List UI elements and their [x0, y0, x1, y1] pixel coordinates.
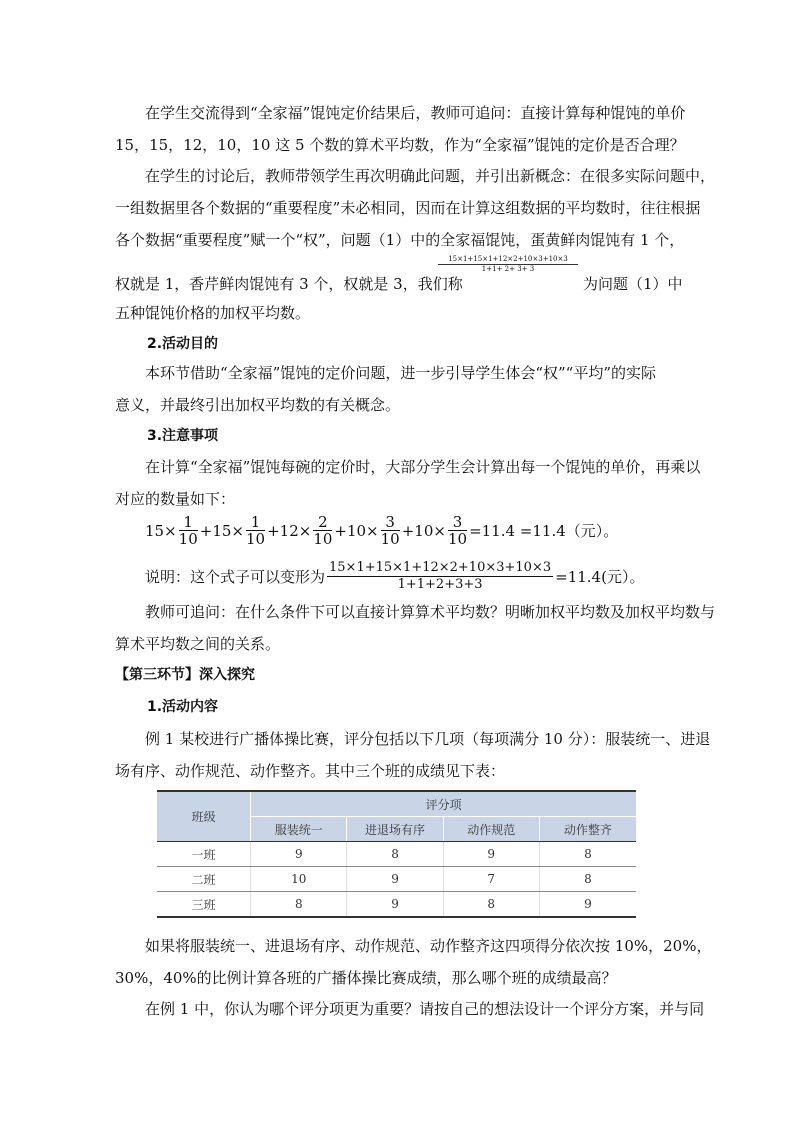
inline-weighted-fraction [438, 255, 578, 274]
fraction [313, 514, 332, 547]
fraction [246, 514, 265, 547]
table-row [157, 892, 636, 918]
fraction-denominator: 10 [313, 530, 333, 548]
paragraph-line: 在学生的讨论后，教师带领学生再次明确此问题，并引出新概念：在很多实际问题中， [145, 167, 716, 185]
formula-weighted-average [145, 560, 644, 593]
fraction [179, 514, 198, 547]
paragraph-line: 例 1 某校进行广播体操比赛，评分包括以下几项（每项满分 10 分）：服装统一、进退 [145, 730, 711, 748]
class-name: 一班 [157, 842, 251, 867]
paragraph-line: 30%，40%的比例计算各班的广播体操比赛成绩，那么哪个班的成绩最高？ [115, 969, 617, 987]
paragraph-line: 教师可追问：在什么条件下可以直接计算算术平均数？明晰加权平均数及加权平均数与 [145, 603, 716, 621]
paragraph-line: 各个数据“重要程度”赋一个“权”，问题（1）中的全家福馄饨，蛋黄鲜肉馄饨有 1 个， [115, 231, 685, 249]
section-heading: 1.活动内容 [147, 699, 219, 715]
score-cell: 9 [443, 842, 539, 867]
fraction-numerator: 2 [313, 514, 332, 531]
header-uniform: 服装统一 [251, 817, 347, 842]
paragraph-line: 一组数据里各个数据的“重要程度”未必相同，因而在计算这组数据的平均数时，往往根据 [115, 199, 701, 217]
score-cell: 8 [347, 842, 443, 867]
score-cell: 8 [443, 892, 539, 918]
score-cell: 9 [539, 892, 636, 918]
paragraph-line: 算术平均数之间的关系。 [115, 635, 281, 653]
score-cell: 8 [539, 842, 636, 867]
formula-term: +10× [334, 521, 379, 540]
fraction-denominator: 10 [245, 530, 266, 548]
score-cell: 9 [251, 842, 347, 867]
paragraph-line: 意义，并最终引出加权平均数的有关概念。 [115, 396, 401, 414]
formula-term: 15× [145, 521, 177, 540]
formula-prefix: 说明：这个式子可以变形为 [145, 568, 326, 586]
fraction-numerator: 15×1+15×1+12×2+10×3+10×3 [329, 560, 552, 575]
formula-term: =11.4 =11.4（元）。 [469, 522, 619, 540]
score-table [157, 790, 636, 918]
fraction-denominator: 1+1+ 2+ 3+ 3 [481, 265, 535, 273]
fraction-denominator: 10 [380, 530, 400, 548]
class-name: 三班 [157, 892, 251, 918]
formula-term: +15× [199, 521, 244, 540]
fraction-denominator: 10 [178, 530, 198, 548]
fraction-numerator: 1 [179, 514, 198, 531]
fraction-denominator: 1+1+2+3+3 [397, 577, 483, 592]
score-cell: 7 [443, 867, 539, 892]
score-cell: 9 [347, 867, 443, 892]
header-entry-exit: 进退场有序 [347, 817, 443, 842]
table-row [157, 842, 636, 867]
header-score-items: 评分项 [251, 791, 636, 817]
paragraph-line: 权就是 1，香芹鲜肉馄饨有 3 个，权就是 3，我们称 [115, 275, 463, 293]
header-uniform-moves: 动作整齐 [539, 817, 636, 842]
fraction-numerator: 15×1+15×1+12×2+10×3+10×3 [438, 255, 578, 265]
paragraph-line: 15，15，12，10，10 这 5 个数的算术平均数，作为“全家福”馄饨的定价是否合理？ [115, 136, 685, 154]
fraction-numerator: 3 [448, 514, 467, 531]
paragraph-line: 对应的数量如下： [115, 490, 236, 508]
fraction [327, 560, 553, 593]
paragraph-line: 本环节借助“全家福”馄饨的定价问题，进一步引导学生体会“权”“平均”的实际 [145, 364, 657, 382]
score-cell: 9 [347, 892, 443, 918]
header-class: 班级 [157, 791, 251, 842]
formula-term: +12× [267, 521, 312, 540]
table-row [157, 867, 636, 892]
fraction [448, 514, 467, 547]
paragraph-line: 如果将服装统一、进退场有序、动作规范、动作整齐这四项得分依次按 10%，20%， [145, 937, 712, 955]
fraction-numerator: 1 [246, 514, 265, 531]
paragraph-line: 在例 1 中，你认为哪个评分项更为重要？请按自己的想法设计一个评分方案，并与同 [145, 1000, 705, 1018]
fraction-denominator: 10 [447, 530, 468, 548]
score-cell: 8 [251, 892, 347, 918]
section-heading: 3.注意事项 [147, 428, 219, 444]
section-heading: 【第三环节】深入探究 [115, 667, 255, 683]
paragraph-line: 在计算“全家福”馄饨每碗的定价时，大部分学生会计算出每一个馄饨的单价，再乘以 [145, 458, 701, 476]
paragraph-line: 场有序、动作规范、动作整齐。其中三个班的成绩见下表： [115, 762, 506, 780]
formula-suffix: =11.4(元）。 [555, 568, 645, 586]
score-cell: 8 [539, 867, 636, 892]
header-standard-moves: 动作规范 [443, 817, 539, 842]
class-name: 二班 [157, 867, 251, 892]
fraction-numerator: 3 [381, 514, 400, 531]
table-header-row [157, 791, 636, 817]
formula-fraction-sum [145, 514, 618, 547]
fraction [381, 514, 400, 547]
formula-term: +10× [401, 521, 446, 540]
paragraph-line: 为问题（1）中 [583, 275, 683, 293]
paragraph-line: 五种馄饨价格的加权平均数。 [115, 304, 311, 322]
section-heading: 2.活动目的 [147, 336, 219, 352]
paragraph-line: 在学生交流得到“全家福”馄饨定价结果后，教师可追问：直接计算每种馄饨的单价 [145, 104, 686, 122]
score-cell: 10 [251, 867, 347, 892]
